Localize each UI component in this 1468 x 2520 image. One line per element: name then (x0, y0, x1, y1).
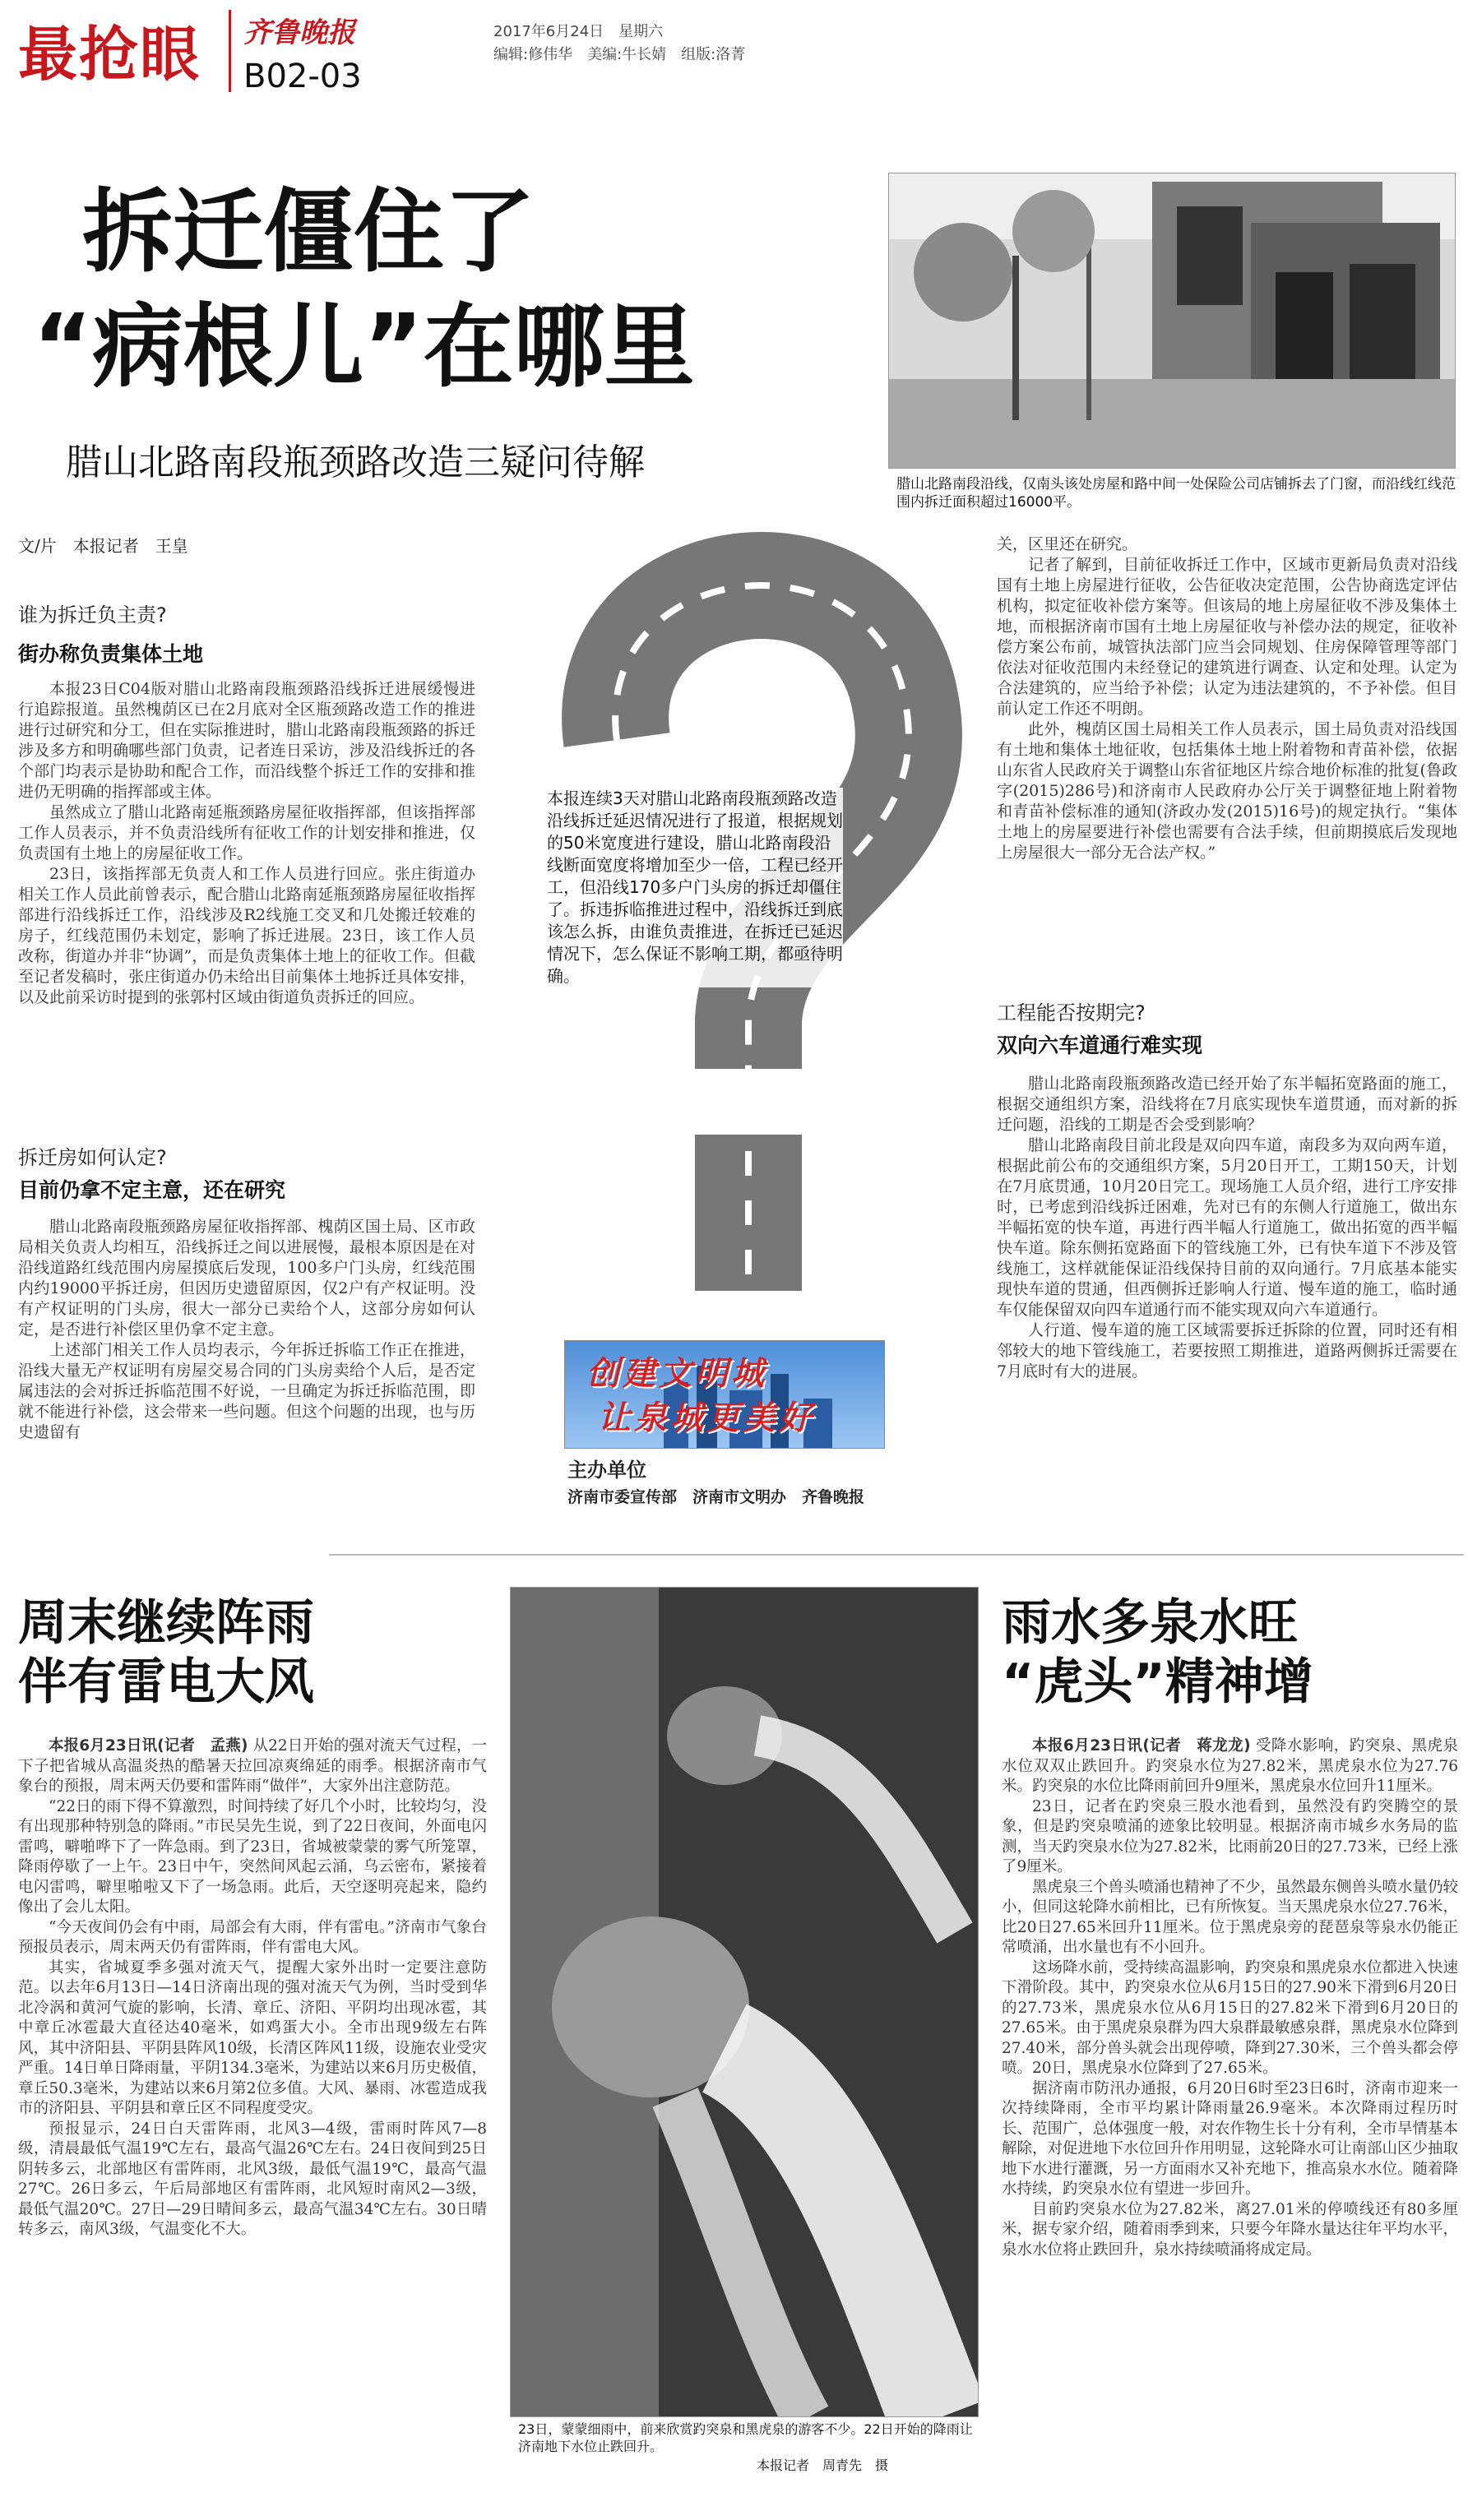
paragraph: 本报23日C04版对腊山北路南段瓶颈路沿线拆迁进展缓慢进行追踪报道。虽然槐荫区已在2月底对全区瓶颈路改造工作的推进进行过研究和分工，但在实际推进时，腊山北路南段瓶颈路的拆迁涉及多方和明确哪些部门负责，记者连日采访，涉及沿线拆迁的各个部门均表示是协助和配合工作，而沿线整个拆迁工作的安排和推进仍无明确的指挥部或主体。 (18, 680, 475, 801)
issue-date: 2017年6月24日 星期六 (493, 23, 664, 40)
spring-title-line1: 雨水多泉水旺 (1002, 1594, 1298, 1652)
question-2-title: 拆迁房如何认定? (18, 1146, 167, 1169)
banner-slogan-line2: 让泉城更美好 (598, 1399, 815, 1437)
paragraph: 人行道、慢车道的施工区域需要拆迁拆除的位置，同时还有相邻较大的地下管线施工，若要按照工期推进，道路两侧拆迁需要在7月底时有大的进展。 (997, 1321, 1457, 1380)
paragraph: 这场降水前，受持续高温影响，趵突泉和黑虎泉水位都进入快速下滑阶段。其中，趵突泉水位从6月15日的27.90米下滑到6月20日的27.73米，黑虎泉水位从6月15日的27.82米下滑到6月20日的27.65米。由于黑虎泉泉群为四大泉群最敏感泉群，黑虎泉水位降到27.40米，部分兽头就会出现停喷，降到27.30米，三个兽头都会停喷。20日，黑虎泉水位降到了27.65米。 (1002, 1958, 1459, 2077)
paragraph: 此外，槐荫区国土局相关工作人员表示，国土局负责对沿线国有土地和集体土地征收，包括集体土地上附着物和青苗补偿，依据山东省人民政府关于调整山东省征地区片综合地价标准的批复(鲁政字(2015)286号)和济南市人民政府办公厅关于调整征地上附着物和青苗补偿标准的通知(济政办发(2015)16号)的规定执行。“集体土地上的房屋要进行补偿也需要有合法手续，但前期摸底后发现地上房屋很大一部分无合法产权。” (997, 720, 1457, 862)
lead-callout: 本报连续3天对腊山北路南段瓶颈路改造沿线拆迁延迟情况进行了报道，根据规划的50米宽度进行建设，腊山北路南段沿线断面宽度将增加至少一倍，工程已经开工，但沿线170多户门头房的拆迁却僵住了。拆违拆临推进过程中，沿线拆迁到底该怎么拆，由谁负责推进，在拆迁已延迟情况下，怎么保证不影响工期，都亟待明确。 (547, 788, 843, 986)
lead-subtitle: 腊山北路南段瓶颈路改造三疑问待解 (66, 442, 645, 483)
paragraph: “22日的雨下得不算激烈，时间持续了好几个小时，比较均匀，没有出现那种特别急的降雨。”市民吴先生说，到了22日夜间，外面电闪雷鸣，噼啪哗下了一阵急雨。到了23日，省城被蒙蒙的雾气所笼罩，降雨停歇了一上午。23日中午，突然间风起云涌，乌云密布，紧接着电闪雷鸣，噼里啪啦又下了一场急雨。此后，天空逐明亮起来，隐约像出了会儿太阳。 (18, 1797, 487, 1916)
lead-column-1-part-1 (18, 679, 475, 1008)
paragraph: 23日，该指挥部无负责人和工作人员进行回应。张庄街道办相关工作人员此前曾表示，配合腊山北路南延瓶颈路房屋征收指挥部进行沿线拆迁工作，沿线涉及R2线施工交叉和几处搬迁较难的房子，红线范围仍未划定，影响了拆迁进展。23日，该工作人员改称，街道办并非“协调”，而是负责集体土地上的征收工作。但截至记者发稿时，张庄街道办仍未给出目前集体土地拆迁具体安排，以及此前采访时提到的张郭村区域由街道负责拆迁的回应。 (18, 865, 475, 1006)
paragraph: 记者了解到，目前征收拆迁工作中，区域市更新局负责对沿线国有土地上房屋进行征收，公告征收决定范围，公告协商选定评估机构，拟定征收补偿方案等。但该局的地上房屋征收不涉及集体土地，而根据济南市国有土地上房屋征收与补偿办法的规定，征收补偿方案公布前，城管执法部门应当会同规划、住房保障管理等部门依法对征收范围内未经登记的建筑进行调查、认定和处理。认定为合法建筑的，应当给予补偿；认定为违法建筑的，不予补偿。但目前认定工作还不明朗。 (997, 556, 1457, 718)
page-number: B02-03 (243, 58, 362, 95)
civilized-city-banner (564, 1340, 885, 1449)
paragraph: 据济南市防汛办通报，6月20日6时至23日6时，济南市迎来一次持续降雨，全市平均累计降雨量26.9毫米。本次降雨过程历时长、范围广，总体强度一般，对农作物生长十分有利，全市旱情基本解除，对促进地下水位回升作用明显，这轮降水可让南部山区少抽取地下水进行灌溉，另一方面雨水又补充地下，推高泉水水位。随着降水持续，趵突泉水位有望进一步回升。 (1002, 2079, 1459, 2198)
banner-sponsor-label: 主办单位 (567, 1459, 646, 1482)
tiger-head-spring-photo (510, 1587, 979, 2417)
paragraph: 其实，省城夏季多强对流天气，提醒大家外出时一定要注意防范。以去年6月13日—14日济南出现的强对流天气为例，当时受到华北冷涡和黄河气旋的影响，长清、章丘、济阳、平阴均出现冰雹，其中章丘冰雹最大直径达40毫米，如鸡蛋大小。全市出现9级左右阵风，其中济阳县、平阴县阵风10级，长清区阵风11级，设施农业受灾严重。14日单日降雨量，平阴134.3毫米，为建站以来6月历史极值，章丘50.3毫米，为建站以来6月第2位多值。大风、暴雨、冰雹造成我市的济阳县、平阴县和章丘区不同程度受灾。 (18, 1958, 487, 2117)
masthead-divider (229, 10, 231, 92)
paragraph: 预报显示，24日白天雷阵雨，北风3—4级，雷雨时阵风7—8级，清晨最低气温19℃左右，最高气温26℃左右。24日夜间到25日阴转多云，北部地区有雷阵雨，北风3级，最低气温19℃，最高气温27℃。26日多云，午后局部地区有雷阵雨，北风短时南风2—3级，最低气温20℃。27日—29日晴间多云，最高气温34℃左右。30日晴转多云，南风3级，气温变化不大。 (18, 2120, 487, 2238)
lead-column-3-part-1 (997, 534, 1457, 863)
question-1-title: 谁为拆迁负主责? (18, 603, 167, 627)
weather-byline: 本报6月23日讯(记者 孟燕) (49, 1737, 248, 1755)
lead-byline: 文/片 本报记者 王皇 (18, 536, 188, 556)
banner-slogan-line1: 创建文明城 (586, 1354, 767, 1393)
spring-article (1002, 1736, 1458, 2260)
weather-title-line2: 伴有雷电大风 (18, 1653, 314, 1711)
question-3-answer: 双向六车道通行难实现 (997, 1033, 1203, 1057)
section-title: 最抢眼 (18, 20, 201, 89)
weather-photo-credit: 本报记者 周青先 摄 (757, 2458, 889, 2473)
paragraph: 虽然成立了腊山北路南延瓶颈路房屋征收指挥部，但该指挥部工作人员表示，并不负责沿线所有征收工作的计划安排和推进，仅负责国有土地上的房屋征收工作。 (18, 803, 475, 862)
spring-title-line2: “虎头”精神增 (1002, 1653, 1313, 1711)
weather-title-line1: 周末继续阵雨 (18, 1594, 314, 1652)
paragraph: 腊山北路南段瓶颈路改造已经开始了东半幅拓宽路面的施工，根据交通组织方案，沿线将在7月底实现快车道贯通，而对新的拆迁问题，沿线的工期是否会受到影响？ (997, 1075, 1457, 1134)
question-2-answer: 目前仍拿不定主意，还在研究 (18, 1178, 286, 1202)
banner-sponsors: 济南市委宣传部 济南市文明办 齐鲁晚报 (567, 1488, 865, 1506)
paragraph-text: 从22日开始的强对流天气过程，一下子把省城从高温炎热的酷暑天拉回凉爽绵延的雨季。根据济南市气象台的预报，周末两天仍要和雷阵雨“做伴”，大家外出注意防范。 (18, 1737, 487, 1795)
paragraph: “今天夜间仍会有中雨，局部会有大雨，伴有雷电。”济南市气象台预报员表示，周末两天仍有雷阵雨，伴有雷电大风。 (18, 1918, 487, 1956)
lead-column-1-part-2 (18, 1217, 475, 1443)
lead-title-line1: 拆迁僵住了 (82, 179, 535, 284)
paragraph: 关，区里还在研究。 (997, 535, 1138, 553)
question-3-title: 工程能否按期完? (997, 1001, 1146, 1024)
paragraph: 腊山北路南段目前北段是双向四车道，南段多为双向两车道，根据此前公布的交通组织方案，5月20日开工，工期150天，计划在7月底贯通，10月20日完工。现场施工人员介绍，进行工序安排时，已考虑到沿线拆迁困难，先对已有的东侧人行道施工，做出东半幅拓宽的快车道，再进行西半幅人行道施工，做出拓宽的西半幅快车道。除东侧拓宽路面下的管线施工外，已有快车道下不涉及管线施工，这样就能保证沿线保持目前的双向通行。7月底基本能实现快车道的贯通，但西侧拆迁影响人行道、慢车道的施工，临时通车仅能保留双向四车道通行而不能实现双向六车道通行。 (997, 1136, 1457, 1319)
spring-byline: 本报6月23日讯(记者 蒋龙龙) (1032, 1737, 1251, 1755)
lead-title-line2: “病根儿”在哪里 (33, 294, 695, 400)
paragraph (1002, 1736, 1458, 1797)
question-1-answer: 街办称负责集体土地 (18, 642, 204, 666)
paragraph-text: 受降水影响，趵突泉、黑虎泉水位双双止跌回升。趵突泉水位为27.82米，黑虎泉水位为27.76米。趵突泉的水位比降雨前回升9厘米，黑虎泉水位回升11厘米。 (1002, 1737, 1458, 1795)
newspaper-logo: 齐鲁晚报 (243, 16, 355, 49)
editors-line: 编辑:修伟华 美编:牛长婧 组版:洛菁 (493, 46, 746, 63)
weather-photo-caption: 23日，蒙蒙细雨中，前来欣赏趵突泉和黑虎泉的游客不少。22日开始的降雨让济南地下水位止跌回升。 (518, 2421, 973, 2454)
paragraph: 目前趵突泉水位为27.82米，离27.01米的停喷线还有80多厘米，据专家介绍，随着雨季到来，只要今年降水量达往年平均水平，泉水水位将止跌回升，泉水持续喷涌将成定局。 (1002, 2200, 1459, 2259)
weather-article (18, 1736, 487, 2240)
paragraph (18, 1736, 487, 1797)
paragraph: 黑虎泉三个兽头喷涌也精神了不少，虽然最东侧兽头喷水量仍较小，但同这轮降水前相比，已有所恢复。当天黑虎泉水位27.76米，比20日27.65米回升11厘米。位于黑虎泉旁的琵琶泉等泉水仍能正常喷涌，出水量也有不小回升。 (1002, 1878, 1459, 1956)
paragraph: 上述部门相关工作人员均表示，今年拆迁拆临工作正在推进，沿线大量无产权证明有房屋交易合同的门头房卖给个人后，是否定属违法的会对拆迁拆临范围不好说，一旦确定为拆迁拆临范围，即就不能进行补偿，这会带来一些问题。但这个问题的出现，也与历史遗留有 (18, 1341, 475, 1441)
paragraph: 23日，记者在趵突泉三股水池看到，虽然没有趵突腾空的景象，但是趵突泉喷涌的迹象比较明显。根据济南市城乡水务局的监测，当天趵突泉水位为27.82米，比雨前20日的27.73米，已经上涨了9厘米。 (1002, 1797, 1458, 1875)
demolition-photo (888, 173, 1456, 469)
lead-photo-caption: 腊山北路南段沿线，仅南头该处房屋和路中间一处保险公司店铺拆去了门窗，而沿线红线范围内拆迁面积超过16000平。 (896, 476, 1456, 511)
section-divider (329, 1554, 1464, 1556)
paragraph: 腊山北路南段瓶颈路房屋征收指挥部、槐荫区国土局、区市政局相关负责人均相互，沿线拆迁之间以进展慢，最根本原因是在对沿线道路红线范围内房屋摸底后发现，100多户门头房，红线范围内约19000平拆迁房，但因历史遗留原因，仅2户有产权证明。没有产权证明的门头房，很大一部分已卖给个人，这部分房如何认定，是否进行补偿区里仍拿不定主意。 (18, 1218, 475, 1339)
lead-column-3-part-2 (997, 1074, 1457, 1382)
